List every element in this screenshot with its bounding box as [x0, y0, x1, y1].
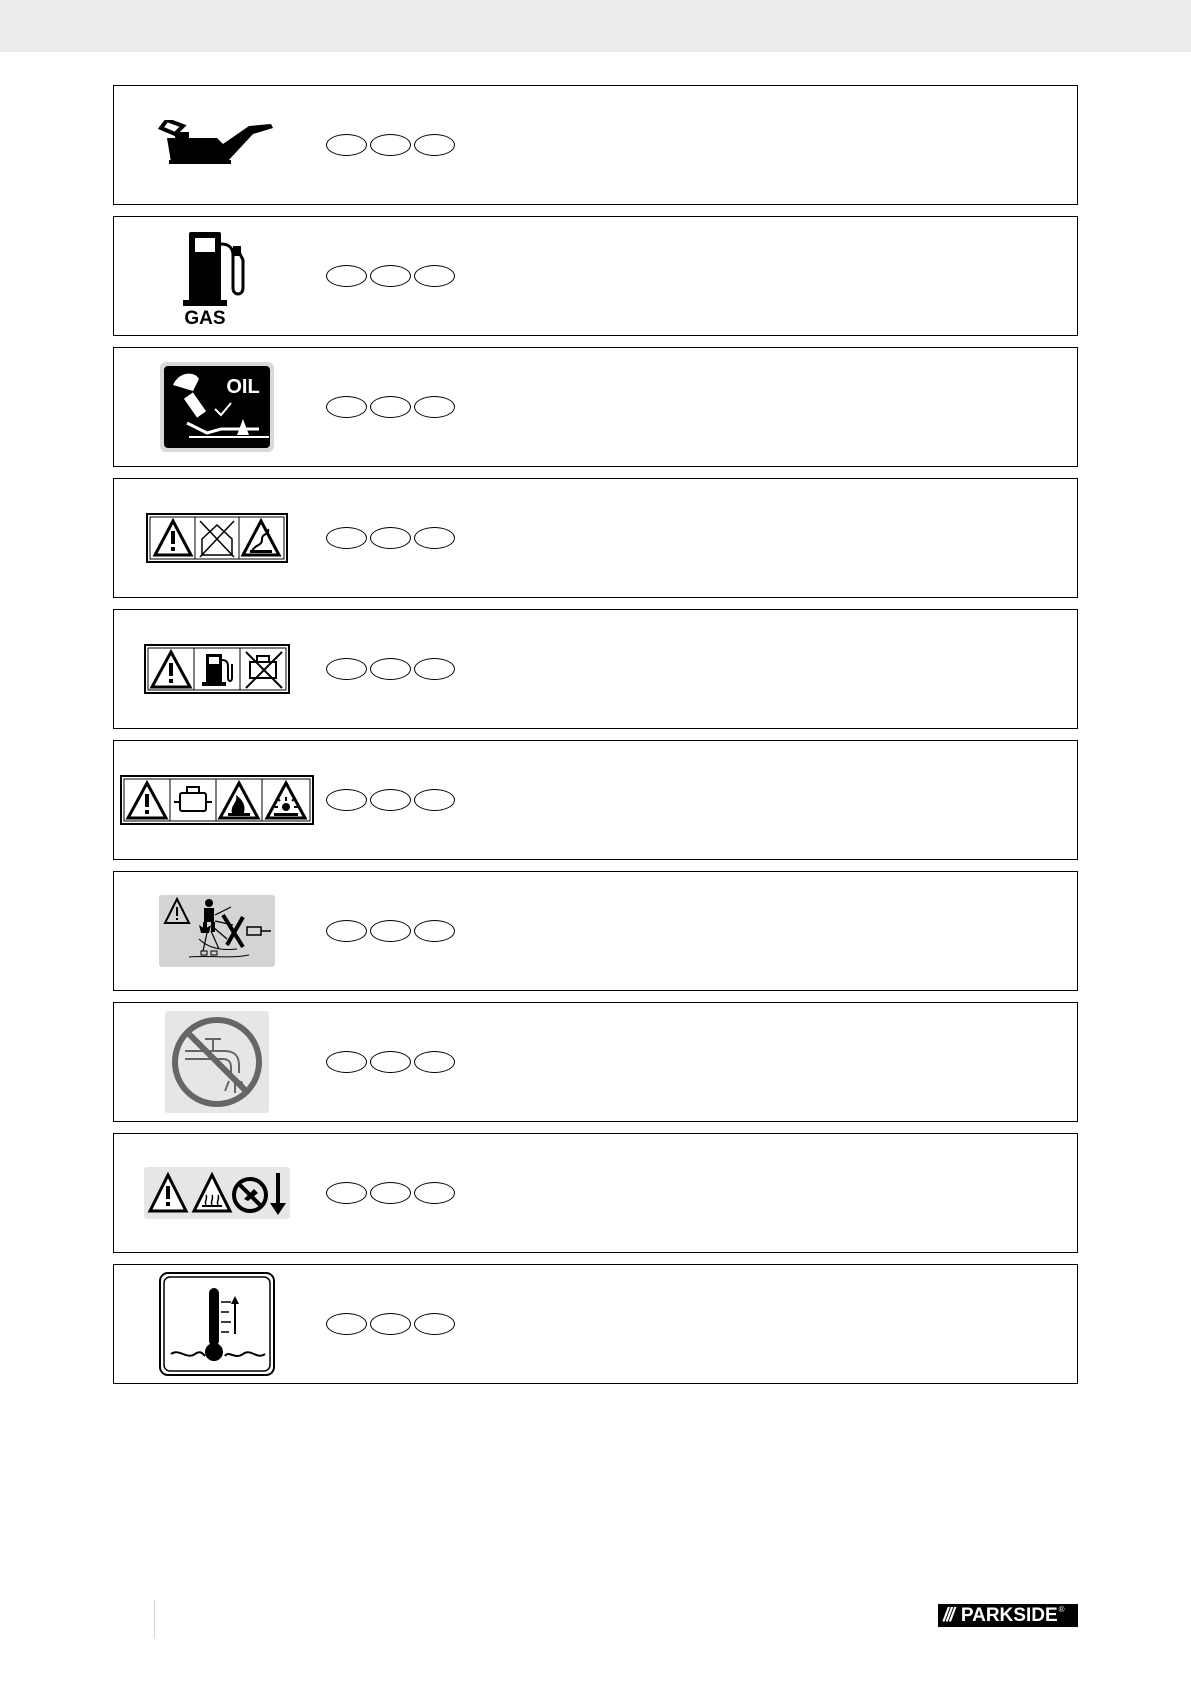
language-oval — [326, 1313, 367, 1335]
language-code-ovals — [326, 134, 455, 156]
language-oval — [326, 1182, 367, 1204]
language-code-ovals — [326, 265, 455, 287]
symbol-row-bystanders — [113, 871, 1078, 991]
language-oval — [414, 789, 455, 811]
language-oval — [414, 920, 455, 942]
language-oval — [414, 1051, 455, 1073]
language-code-ovals — [326, 789, 455, 811]
language-oval — [370, 1182, 411, 1204]
language-oval — [414, 527, 455, 549]
language-code-ovals — [326, 1313, 455, 1335]
logo-registered-mark: ® — [1058, 1605, 1065, 1614]
warning-no-indoor-toxic-fumes-icon — [114, 479, 319, 597]
language-oval — [370, 658, 411, 680]
symbol-row-indoor-fumes — [113, 478, 1078, 598]
language-oval — [414, 396, 455, 418]
warning-no-refuel-running-engine-icon — [114, 610, 319, 728]
symbol-row-engine-fire — [113, 740, 1078, 860]
language-oval — [370, 396, 411, 418]
language-oval — [414, 134, 455, 156]
language-oval — [370, 920, 411, 942]
language-oval — [326, 527, 367, 549]
gas-label: GAS — [183, 308, 226, 326]
warning-engine-fire-explosion-icon — [114, 741, 319, 859]
symbol-row-coolant — [113, 1264, 1078, 1384]
symbol-row-no-water — [113, 1002, 1078, 1122]
language-code-ovals — [326, 396, 455, 418]
language-oval — [414, 265, 455, 287]
symbol-row-gas — [113, 216, 1078, 336]
language-oval — [326, 1051, 367, 1073]
language-oval — [326, 658, 367, 680]
language-oval — [414, 658, 455, 680]
language-oval — [370, 265, 411, 287]
language-oval — [370, 527, 411, 549]
language-code-ovals — [326, 1051, 455, 1073]
language-oval — [370, 1051, 411, 1073]
language-oval — [326, 920, 367, 942]
coolant-temperature-icon — [114, 1265, 319, 1383]
symbol-row-oil-can — [113, 85, 1078, 205]
language-code-ovals — [326, 920, 455, 942]
language-code-ovals — [326, 527, 455, 549]
oil-fill-icon — [114, 348, 319, 466]
language-code-ovals — [326, 1182, 455, 1204]
warning-hot-surface-icon — [114, 1134, 319, 1252]
symbol-table — [113, 85, 1078, 1395]
gas-pump-icon — [114, 217, 319, 335]
oil-can-icon — [114, 86, 319, 204]
symbol-row-oil-fill — [113, 347, 1078, 467]
symbol-row-hot-surface — [113, 1133, 1078, 1253]
oil-label: OIL — [225, 376, 260, 398]
footer-divider — [154, 1600, 155, 1638]
language-oval — [326, 396, 367, 418]
language-oval — [414, 1313, 455, 1335]
logo-slashes: /// — [943, 1604, 953, 1626]
language-oval — [326, 789, 367, 811]
page-header-band — [0, 0, 1191, 52]
language-oval — [370, 134, 411, 156]
language-code-ovals — [326, 658, 455, 680]
language-oval — [370, 1313, 411, 1335]
language-oval — [414, 1182, 455, 1204]
language-oval — [326, 265, 367, 287]
language-oval — [370, 789, 411, 811]
parkside-logo — [938, 1604, 1078, 1627]
no-water-tap-icon — [114, 1003, 319, 1121]
symbol-row-refuel — [113, 609, 1078, 729]
language-oval — [326, 134, 367, 156]
warning-keep-bystanders-away-icon — [114, 872, 319, 990]
logo-wordmark: PARKSIDE — [960, 1604, 1058, 1626]
